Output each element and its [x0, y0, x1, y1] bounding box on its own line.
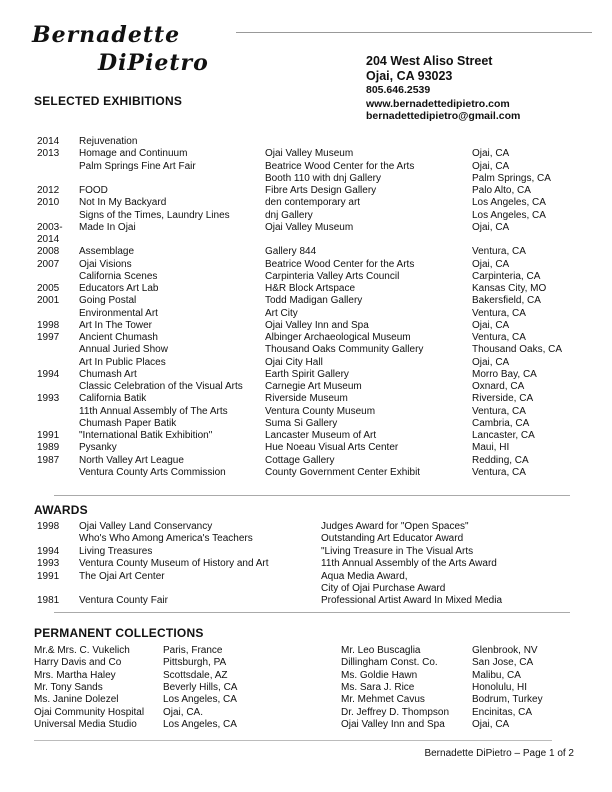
- exhibition-location: Ventura, CA: [472, 332, 526, 343]
- section-divider: [54, 612, 570, 613]
- exhibition-venue: Suma Si Gallery: [265, 417, 338, 429]
- awards-heading: AWARDS: [34, 503, 88, 517]
- exhibition-year: 2013: [37, 148, 60, 160]
- collector-location: Beverly Hills, CA: [163, 681, 238, 693]
- exhibition-venue: Riverside Museum: [265, 393, 348, 405]
- collector-name: Dr. Jeffrey D. Thompson: [341, 706, 450, 718]
- collection-row: [0, 657, 612, 669]
- exhibition-title: Signs of the Times, Laundry Lines: [79, 209, 230, 221]
- exhibition-location: Maui, HI: [472, 442, 510, 454]
- award-row: [0, 521, 612, 533]
- award-organization: Who's Who Among America's Teachers: [79, 533, 253, 545]
- collector-name: Ms. Janine Dolezel: [34, 694, 119, 706]
- exhibition-venue: Ventura County Museum: [265, 405, 376, 417]
- exhibition-location: Ojai, CA: [472, 258, 510, 270]
- exhibition-venue: den contemporary art: [265, 197, 361, 209]
- award-name: "Living Treasure in The Visual Arts: [321, 545, 474, 557]
- exhibition-year: 2005: [37, 283, 60, 294]
- exhibition-venue: Thousand Oaks Community Gallery: [265, 344, 424, 356]
- exhibition-location: Ventura, CA: [472, 405, 526, 417]
- collector-name: Ojai Valley Inn and Spa: [341, 718, 445, 730]
- exhibition-year: 2003-: [37, 221, 63, 233]
- exhibition-venue: Lancaster Museum of Art: [265, 430, 377, 441]
- city-state-zip: Ojai, CA 93023: [366, 69, 453, 83]
- exhibition-title: California Batik: [79, 393, 147, 405]
- exhibition-title: Chumash Art: [79, 368, 137, 380]
- exhibition-row: [0, 197, 612, 209]
- exhibition-location: Ojai, CA: [472, 160, 510, 172]
- exhibition-year: 2010: [37, 197, 60, 209]
- exhibition-location: Ventura, CA: [472, 246, 526, 258]
- exhibition-location: Carpinteria, CA: [472, 270, 541, 282]
- exhibition-venue: Booth 110 with dnj Gallery: [265, 172, 381, 184]
- collector-location: Ojai, CA: [472, 718, 510, 730]
- exhibition-year: 1991: [37, 430, 60, 441]
- exhibition-venue: Hue Noeau Visual Arts Center: [265, 442, 399, 454]
- award-year: 1994: [37, 545, 60, 557]
- exhibition-title: Ojai Visions: [79, 258, 132, 270]
- exhibition-venue: Ojai City Hall: [265, 356, 323, 368]
- exhibition-location: Oxnard, CA: [472, 381, 525, 392]
- collection-row: [0, 719, 612, 731]
- exhibition-title: Rejuvenation: [79, 136, 138, 147]
- collector-name: Dillingham Const. Co.: [341, 657, 438, 669]
- exhibition-venue: Fibre Arts Design Gallery: [265, 185, 377, 196]
- award-name: 11th Annual Assembly of the Arts Award: [321, 558, 497, 570]
- exhibition-location: Palo Alto, CA: [472, 185, 531, 196]
- exhibition-year: 2008: [37, 246, 60, 258]
- exhibition-location: Ojai, CA: [472, 221, 510, 233]
- exhibition-row: [0, 357, 612, 369]
- exhibition-title: Homage and Continuum: [79, 148, 188, 160]
- collector-location: Pittsburgh, PA: [163, 657, 227, 669]
- street-address: 204 West Aliso Street: [366, 54, 493, 68]
- exhibition-location: Morro Bay, CA: [472, 368, 537, 380]
- exhibition-year: 1994: [37, 368, 60, 380]
- header-rule: [236, 32, 592, 33]
- exhibition-row: [0, 271, 612, 283]
- exhibition-row: [0, 259, 612, 271]
- exhibition-row: [0, 210, 612, 222]
- exhibition-venue: dnj Gallery: [265, 209, 313, 221]
- exhibition-row: [0, 283, 612, 295]
- exhibition-venue: Carpinteria Valley Arts Council: [265, 270, 400, 282]
- collection-row: [0, 682, 612, 694]
- award-row: [0, 571, 612, 583]
- exhibition-row: [0, 295, 612, 307]
- exhibition-row: [0, 320, 612, 332]
- section-divider: [54, 495, 570, 496]
- exhibition-title: Going Postal: [79, 295, 137, 307]
- page-footer: Bernadette DiPietro – Page 1 of 2: [424, 748, 574, 759]
- exhibition-title: Chumash Paper Batik: [79, 417, 177, 429]
- exhibition-title: Art In Public Places: [79, 356, 166, 368]
- exhibition-venue: Beatrice Wood Center for the Arts: [265, 258, 415, 270]
- collection-row: [0, 694, 612, 706]
- exhibition-title: Annual Juried Show: [79, 344, 168, 356]
- exhibition-venue: Carnegie Art Museum: [265, 381, 362, 392]
- exhibition-location: Thousand Oaks, CA: [472, 344, 563, 356]
- exhibition-location: Ventura, CA: [472, 466, 526, 478]
- award-organization: Ventura County Fair: [79, 595, 168, 607]
- exhibition-title: Classic Celebration of the Visual Arts: [79, 381, 243, 392]
- award-name: Professional Artist Award In Mixed Media: [321, 595, 503, 607]
- exhibition-location: Ojai, CA: [472, 148, 510, 160]
- exhibition-title: Pysanky: [79, 442, 117, 454]
- artist-name-line1: Bernadette: [32, 22, 181, 48]
- exhibition-venue: County Government Center Exhibit: [265, 466, 421, 478]
- exhibition-year: 1998: [37, 319, 60, 331]
- collector-name: Mr. Tony Sands: [34, 681, 103, 693]
- collector-name: Mr. Mehmet Cavus: [341, 694, 425, 706]
- collector-location: Paris, France: [163, 645, 223, 656]
- exhibition-year: 2014: [37, 136, 60, 147]
- exhibition-location: Los Angeles, CA: [472, 197, 546, 209]
- award-name: Aqua Media Award,: [321, 570, 408, 582]
- email-link[interactable]: bernadettedipietro@gmail.com: [366, 110, 521, 122]
- exhibition-location: Redding, CA: [472, 454, 529, 466]
- exhibition-title: Assemblage: [79, 246, 135, 258]
- collection-row: [0, 670, 612, 682]
- exhibition-venue: Beatrice Wood Center for the Arts: [265, 160, 415, 172]
- exhibition-location: Los Angeles, CA: [472, 209, 546, 221]
- exhibition-row: [0, 467, 612, 479]
- award-organization: The Ojai Art Center: [79, 570, 165, 582]
- exhibition-venue: Ojai Valley Inn and Spa: [265, 319, 369, 331]
- exhibition-title: Ventura County Arts Commission: [79, 466, 226, 478]
- exhibition-row: [0, 148, 612, 160]
- award-name: City of Ojai Purchase Award: [321, 583, 446, 594]
- collector-name: Ojai Community Hospital: [34, 706, 145, 718]
- exhibition-venue: Todd Madigan Gallery: [265, 295, 363, 307]
- artist-name-line2: DiPietro: [98, 50, 209, 76]
- exhibition-row: [0, 406, 612, 418]
- exhibition-title: North Valley Art League: [79, 454, 184, 466]
- exhibition-year: 2001: [37, 295, 60, 307]
- exhibition-year: 1993: [37, 393, 60, 405]
- exhibition-title: Made In Ojai: [79, 221, 136, 233]
- collections-heading: PERMANENT COLLECTIONS: [34, 626, 204, 640]
- exhibition-title: California Scenes: [79, 270, 158, 282]
- exhibition-location: Cambria, CA: [472, 417, 530, 429]
- exhibition-row: [0, 161, 612, 173]
- exhibition-title: Palm Springs Fine Art Fair: [79, 160, 196, 172]
- exhibition-title: Environmental Art: [79, 307, 158, 319]
- collector-name: Mr.& Mrs. C. Vukelich: [34, 645, 130, 656]
- collector-location: Malibu, CA: [472, 669, 521, 681]
- collector-location: Scottsdale, AZ: [163, 669, 228, 681]
- exhibition-row: [0, 246, 612, 258]
- collector-location: Los Angeles, CA: [163, 718, 237, 730]
- exhibition-location: Ventura, CA: [472, 307, 526, 319]
- exhibition-title: "International Batik Exhibition": [79, 430, 213, 441]
- award-year: 1993: [37, 558, 60, 570]
- exhibition-row: [0, 136, 612, 148]
- award-row: [0, 583, 612, 595]
- exhibition-location: Lancaster, CA: [472, 430, 535, 441]
- collector-location: Glenbrook, NV: [472, 645, 538, 656]
- exhibition-row: [0, 381, 612, 393]
- collector-location: Honolulu, HI: [472, 681, 528, 693]
- exhibition-row: [0, 308, 612, 320]
- exhibition-venue: Albinger Archaeological Museum: [265, 332, 411, 343]
- collector-location: Encinitas, CA: [472, 706, 533, 718]
- exhibition-row: [0, 430, 612, 442]
- exhibition-title: Not In My Backyard: [79, 197, 167, 209]
- exhibition-row: [0, 344, 612, 356]
- award-organization: Ojai Valley Land Conservancy: [79, 521, 213, 532]
- award-row: [0, 546, 612, 558]
- exhibition-venue: Ojai Valley Museum: [265, 221, 354, 233]
- exhibition-row: [0, 173, 612, 185]
- collector-name: Ms. Goldie Hawn: [341, 669, 418, 681]
- collector-name: Mr. Leo Buscaglia: [341, 645, 421, 656]
- award-name: Outstanding Art Educator Award: [321, 533, 464, 545]
- collector-location: Ojai, CA.: [163, 706, 204, 718]
- exhibition-venue: Ojai Valley Museum: [265, 148, 354, 160]
- exhibition-venue: Art City: [265, 307, 298, 319]
- footer-rule: [34, 740, 552, 741]
- collector-location: Bodrum, Turkey: [472, 694, 543, 706]
- exhibition-year: 2007: [37, 258, 60, 270]
- exhibition-row: [0, 222, 612, 234]
- exhibition-title: Educators Art Lab: [79, 283, 159, 294]
- exhibition-location: Kansas City, MO: [472, 283, 547, 294]
- collector-name: Ms. Sara J. Rice: [341, 681, 415, 693]
- exhibition-venue: H&R Block Artspace: [265, 283, 356, 294]
- collection-row: [0, 645, 612, 657]
- exhibition-venue: Cottage Gallery: [265, 454, 335, 466]
- exhibition-year: 1989: [37, 442, 60, 454]
- exhibition-location: Ojai, CA: [472, 319, 510, 331]
- award-row: [0, 595, 612, 607]
- exhibition-year: 1987: [37, 454, 60, 466]
- exhibition-location: Riverside, CA: [472, 393, 534, 405]
- collector-name: Universal Media Studio: [34, 718, 137, 730]
- exhibition-location: Ojai, CA: [472, 356, 510, 368]
- exhibition-row: [0, 418, 612, 430]
- exhibition-title: Ancient Chumash: [79, 332, 158, 343]
- exhibition-row: [0, 185, 612, 197]
- exhibition-location: Palm Springs, CA: [472, 172, 551, 184]
- exhibition-venue: Earth Spirit Gallery: [265, 368, 349, 380]
- phone-number: 805.646.2539: [366, 84, 431, 96]
- exhibition-row: [0, 442, 612, 454]
- collector-name: Harry Davis and Co: [34, 657, 122, 669]
- award-organization: Living Treasures: [79, 545, 153, 557]
- exhibition-title: 11th Annual Assembly of The Arts: [79, 405, 228, 417]
- exhibition-year: 2012: [37, 185, 60, 196]
- exhibition-row: [0, 369, 612, 381]
- award-year: 1998: [37, 521, 60, 532]
- award-organization: Ventura County Museum of History and Art: [79, 558, 269, 570]
- award-year: 1981: [37, 595, 60, 607]
- award-row: [0, 558, 612, 570]
- award-row: [0, 533, 612, 545]
- exhibition-year: 2014: [37, 234, 60, 245]
- exhibition-venue: Gallery 844: [265, 246, 317, 258]
- exhibition-title: FOOD: [79, 185, 108, 196]
- exhibition-row: [0, 234, 612, 246]
- award-name: Judges Award for "Open Spaces": [321, 521, 469, 532]
- collector-name: Mrs. Martha Haley: [34, 669, 116, 681]
- exhibitions-heading: SELECTED EXHIBITIONS: [34, 94, 183, 108]
- award-year: 1991: [37, 570, 60, 582]
- collector-location: Los Angeles, CA: [163, 694, 237, 706]
- website-link[interactable]: www.bernadettedipietro.com: [366, 98, 510, 110]
- collector-location: San Jose, CA: [472, 657, 534, 669]
- exhibition-row: [0, 393, 612, 405]
- exhibition-row: [0, 332, 612, 344]
- exhibition-row: [0, 455, 612, 467]
- collection-row: [0, 707, 612, 719]
- exhibition-year: 1997: [37, 332, 60, 343]
- exhibition-title: Art In The Tower: [79, 319, 152, 331]
- exhibition-location: Bakersfield, CA: [472, 295, 541, 307]
